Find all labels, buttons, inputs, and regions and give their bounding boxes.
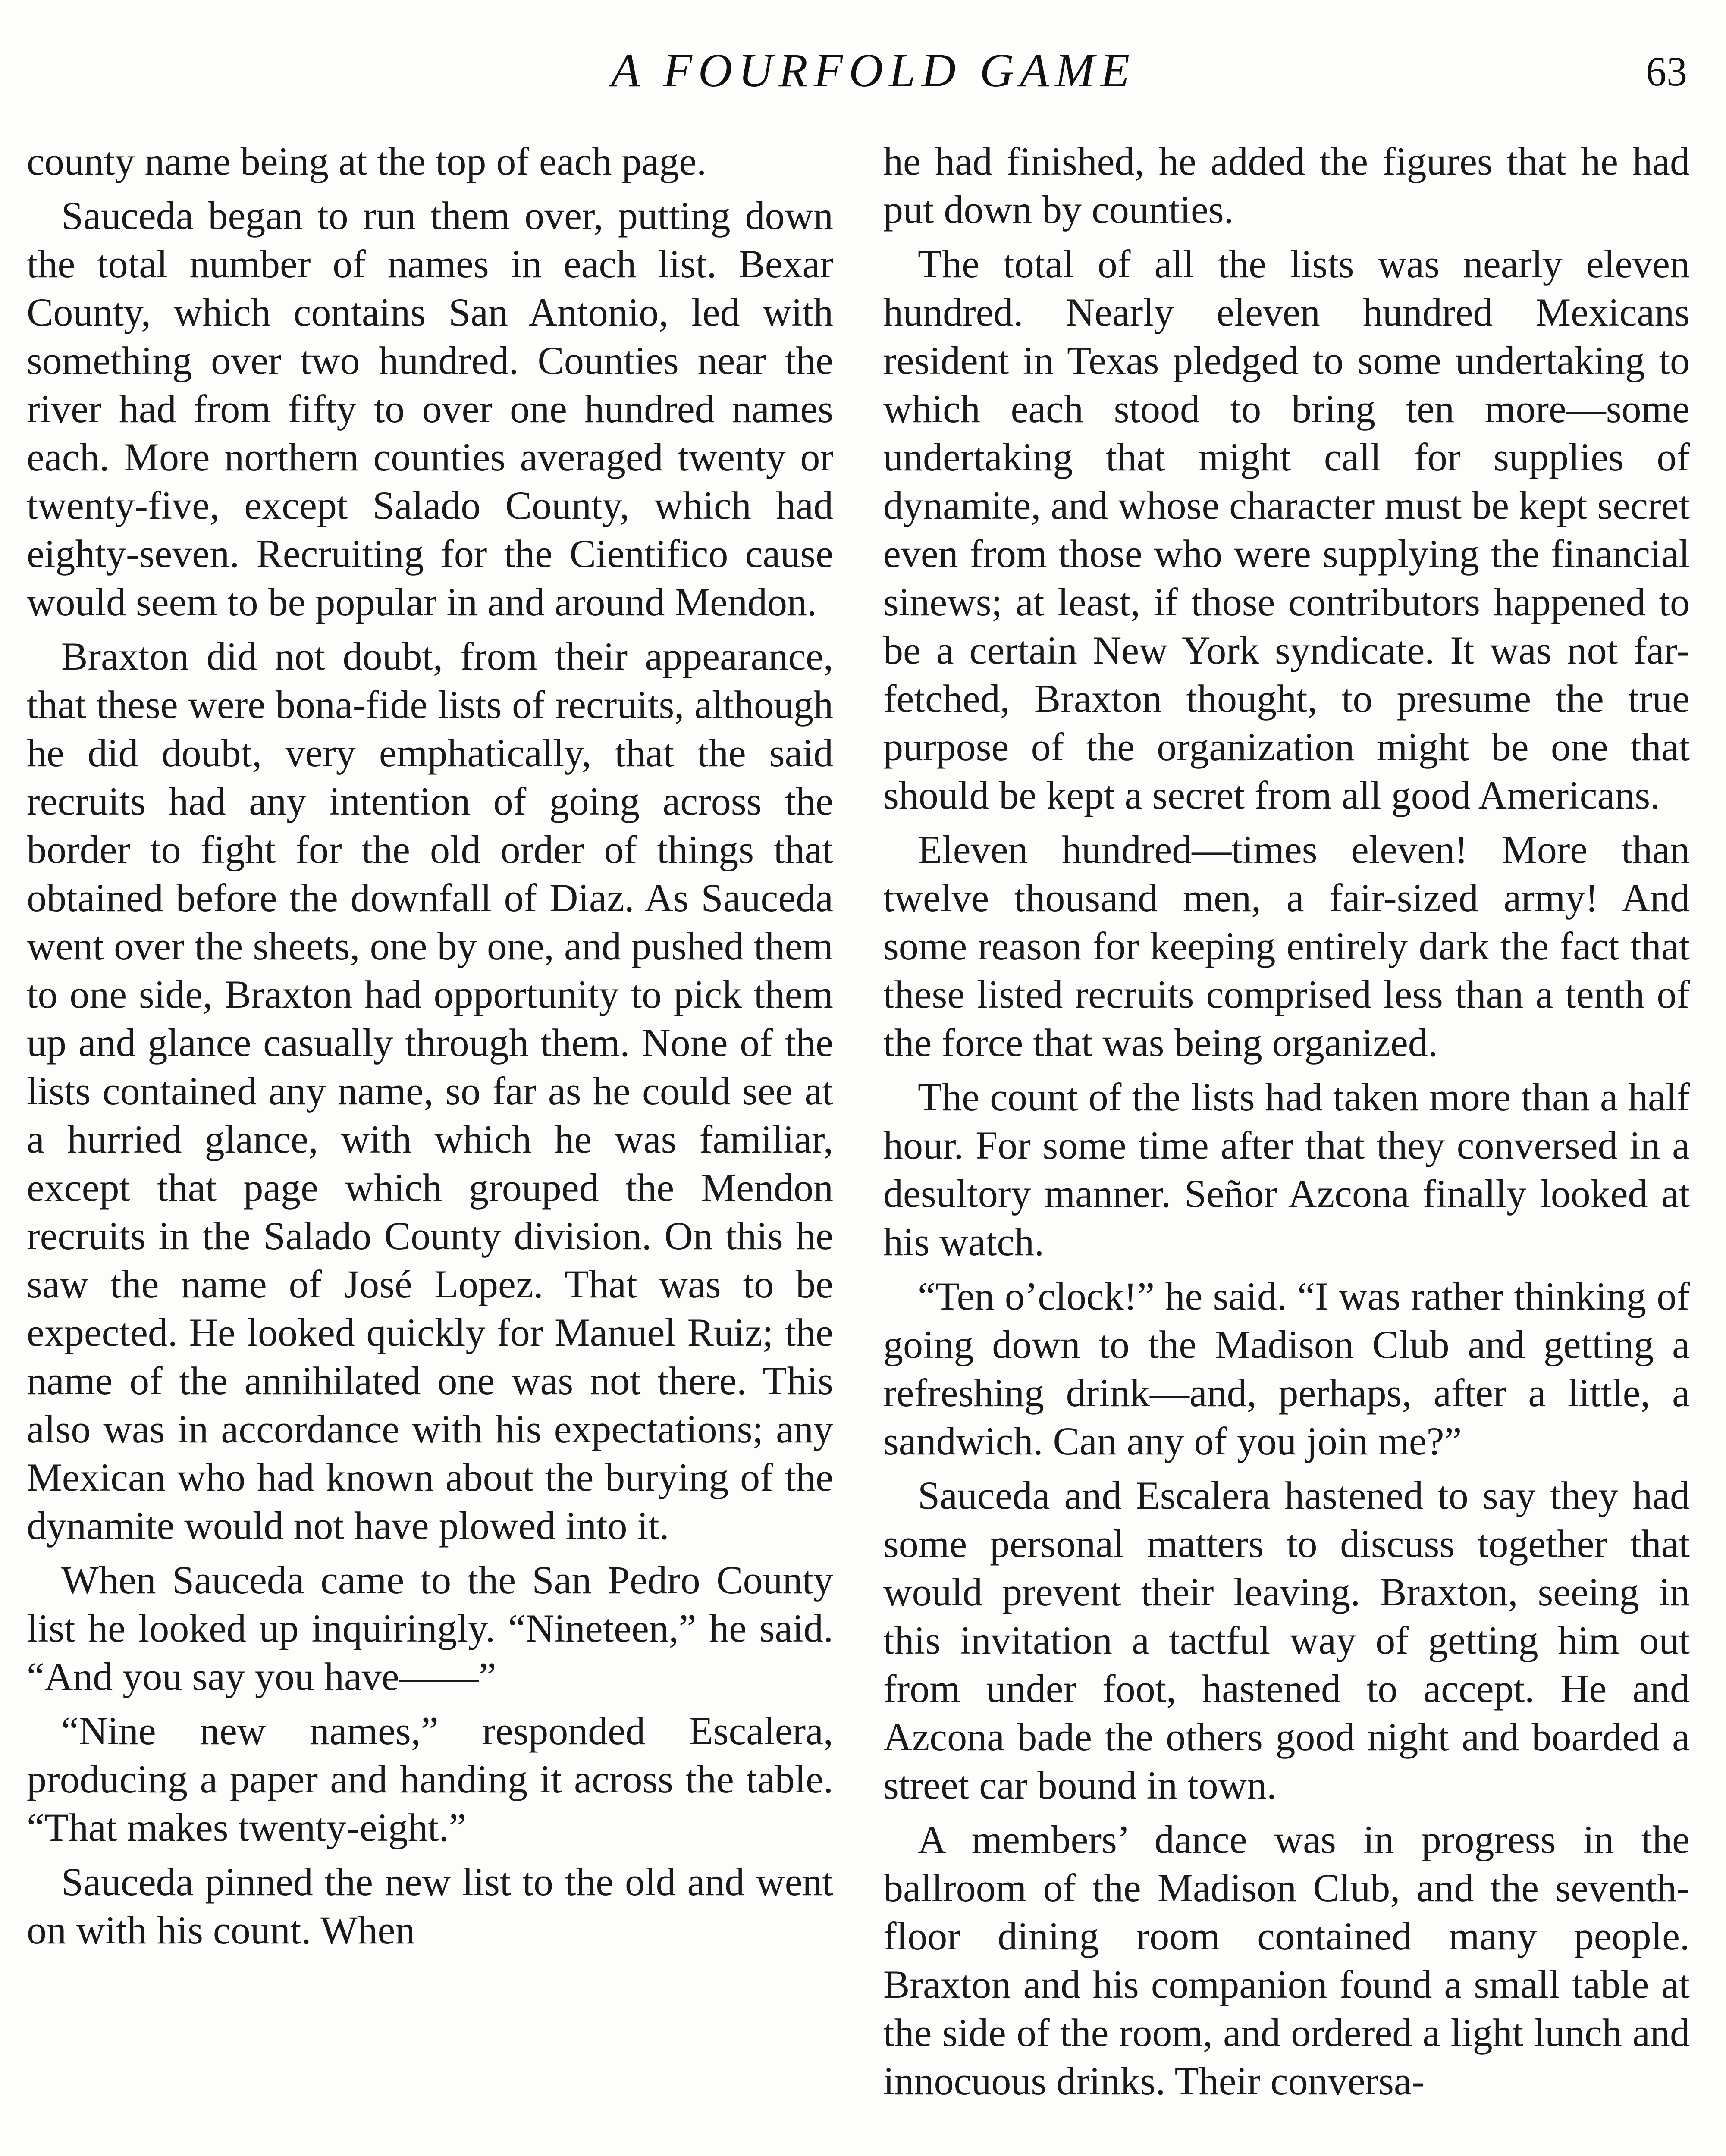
paragraph: A members’ dance was in progress in the ballroom of the Madison Club, and the seventh-floor dining room contained many people. Braxton and his companion found a small table at the side of the room, and ordered a light lunch and innocuous drinks. Their conversa-	[883, 1818, 1690, 2103]
page-number: 63	[1646, 48, 1687, 94]
paragraph: Eleven hundred—times eleven! More than twelve thousand men, a fair-sized army! And some reason for keeping entirely dark the fact that these listed recruits comprised less than a tenth of the force that was being organized.	[883, 827, 1690, 1065]
paragraph: county name being at the top of each page.	[27, 139, 707, 183]
paragraph: he had finished, he added the figures that he had put down by counties.	[883, 139, 1690, 232]
paragraph: “Ten o’clock!” he said. “I was rather thinking of going down to the Madison Club and getting a refreshing drink—and, perhaps, after a little, a sandwich. Can any of you join me?”	[883, 1274, 1690, 1463]
paragraph: Sauceda pinned the new list to the old and went on with his count. When	[27, 1860, 833, 1952]
paragraph: “Nine new names,” responded Escalera, producing a paper and handing it across the table. “That makes twenty-eight.”	[27, 1709, 833, 1849]
paragraph: Sauceda began to run them over, putting down the total number of names in each list. Bexar County, which contains San Antonio, led with something over two hundred. Counties near the river had from fifty to over one hundred names each. More northern counties averaged twenty or twenty-five, except Salado County, which had eighty-seven. Recruiting for the Cientifico cause would seem to be popular in and around Mendon.	[27, 194, 833, 624]
page-header	[0, 34, 1726, 112]
paragraph: Braxton did not doubt, from their appearance, that these were bona-fide lists of recruits, although he did doubt, very emphatically, that the said recruits had any intention of going across the border to fight for the old order of things that obtained before the downfall of Diaz. As Sauceda went over the sheets, one by one, and pushed them to one side, Braxton had opportunity to pick them up and glance casually through them. None of the lists contained any name, so far as he could see at a hurried glance, with which he was familiar, except that page which grouped the Mendon recruits in the Salado County division. On this he saw the name of José Lopez. That was to be expected. He looked quickly for Manuel Ruiz; the name of the annihilated one was not there. This also was in accordance with his expectations; any Mexican who had known about the burying of the dynamite would not have plowed into it.	[27, 634, 833, 1548]
left-column	[27, 137, 833, 1954]
running-title: A FOURFOLD GAME	[611, 44, 1136, 97]
paragraph: The count of the lists had taken more than a half hour. For some time after that they conversed in a desultory manner. Señor Azcona finally looked at his watch.	[883, 1075, 1690, 1264]
right-column	[883, 137, 1690, 2105]
paragraph: When Sauceda came to the San Pedro County list he looked up inquiringly. “Nineteen,” he said. “And you say you have——”	[27, 1558, 833, 1698]
paragraph: The total of all the lists was nearly eleven hundred. Nearly eleven hundred Mexicans resident in Texas pledged to some undertaking to which each stood to bring ten more—some undertaking that might call for supplies of dynamite, and whose character must be kept secret even from those who were supplying the financial sinews; at least, if those contributors happened to be a certain New York syndicate. It was not far-fetched, Braxton thought, to presume the true purpose of the organization might be one that should be kept a secret from all good Americans.	[883, 242, 1690, 817]
paragraph: Sauceda and Escalera hastened to say they had some personal matters to discuss together that would prevent their leaving. Braxton, seeing in this invitation a tactful way of getting him out from under foot, hastened to accept. He and Azcona bade the others good night and boarded a street car bound in town.	[883, 1473, 1690, 1807]
